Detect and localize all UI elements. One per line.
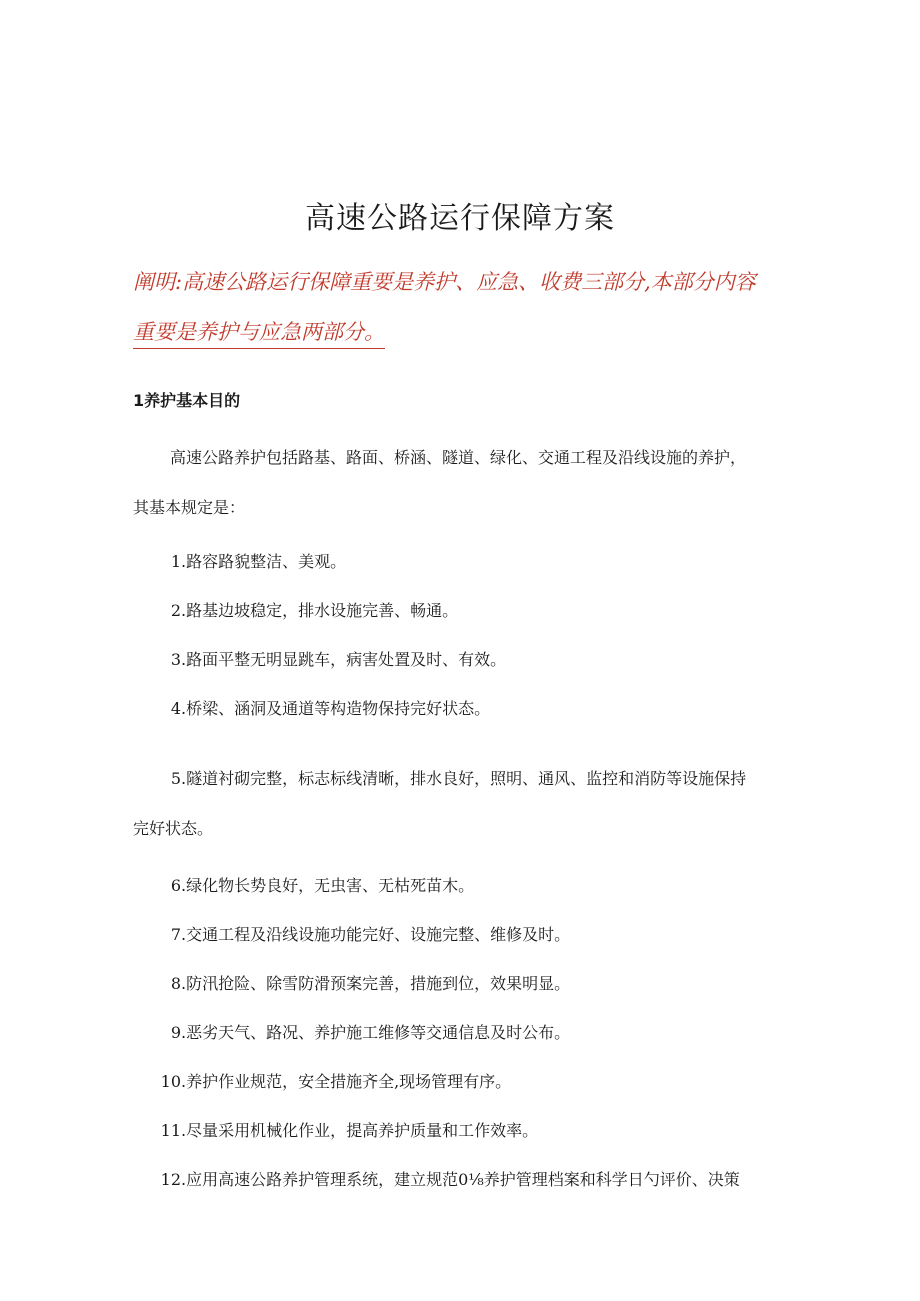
list-item-text: .路基边坡稳定，排水设施完善、畅通。 [181, 601, 459, 620]
list-item-text: .应用高速公路养护管理系统，建立规范0⅛养护管理档案和科学日勺评价、决策 [181, 1170, 740, 1189]
list-item-number: 2 [170, 601, 181, 620]
intro-paragraph-line-1: 高速公路养护包括路基、路面、桥涵、隧道、绿化、交通工程及沿线设施的养护， [170, 448, 747, 467]
list-item [133, 878, 474, 894]
list-item-text: .养护作业规范，安全措施齐全,现场管理有序。 [181, 1072, 512, 1091]
list-item-continuation: 完好状态。 [133, 819, 214, 838]
list-item-number: 1 [170, 552, 181, 571]
list-item-text: .隧道衬砌完整，标志标线清晰，排水良好，照明、通风、监控和消防等设施保持 [181, 769, 747, 788]
list-item-number: 12 [160, 1170, 181, 1189]
list-item-number: 8 [170, 974, 181, 993]
list-item [133, 976, 570, 992]
list-item [133, 1123, 538, 1139]
list-item [133, 554, 346, 570]
list-item [133, 652, 506, 668]
list-item-number: 7 [170, 925, 181, 944]
note-line-2 [133, 322, 793, 343]
list-item-number: 3 [170, 650, 181, 669]
list-item [133, 927, 570, 943]
list-item-number: 9 [170, 1023, 181, 1042]
list-item-text: .尽量采用机械化作业，提高养护质量和工作效率。 [181, 1121, 539, 1140]
list-item-text: .绿化物长势良好，无虫害、无枯死苗木。 [181, 876, 475, 895]
list-item-number: 11 [160, 1121, 181, 1140]
list-item [133, 1172, 740, 1188]
note-line-1: 阐明:高速公路运行保障重要是养护、应急、收费三部分,本部分内容 [133, 270, 756, 294]
list-item-text: .恶劣天气、路况、养护施工维修等交通信息及时公布。 [181, 1023, 571, 1042]
list-item [133, 1025, 570, 1041]
intro-paragraph-line-2: 其基本规定是： [133, 498, 246, 517]
list-item-number: 10 [160, 1072, 181, 1091]
list-item-number: 5 [170, 769, 181, 788]
list-item-text: .桥梁、涵洞及通道等构造物保持完好状态。 [181, 699, 491, 718]
list-item [133, 771, 746, 787]
section-heading: 1养护基本目的 [133, 391, 241, 410]
list-item-text: .路容路貌整洁、美观。 [181, 552, 347, 571]
note-line-2-text: 重要是养护与应急两部分。 [133, 320, 385, 349]
page-title: 高速公路运行保障方案 [305, 201, 615, 236]
list-item-text: .路面平整无明显跳车，病害处置及时、有效。 [181, 650, 507, 669]
list-item [133, 1074, 511, 1090]
list-item [133, 701, 490, 717]
list-item [133, 603, 458, 619]
list-item-text: .交通工程及沿线设施功能完好、设施完整、维修及时。 [181, 925, 571, 944]
list-item-text: .防汛抢险、除雪防滑预案完善，措施到位，效果明显。 [181, 974, 571, 993]
list-item-number: 6 [170, 876, 181, 895]
list-item-number: 4 [170, 699, 181, 718]
